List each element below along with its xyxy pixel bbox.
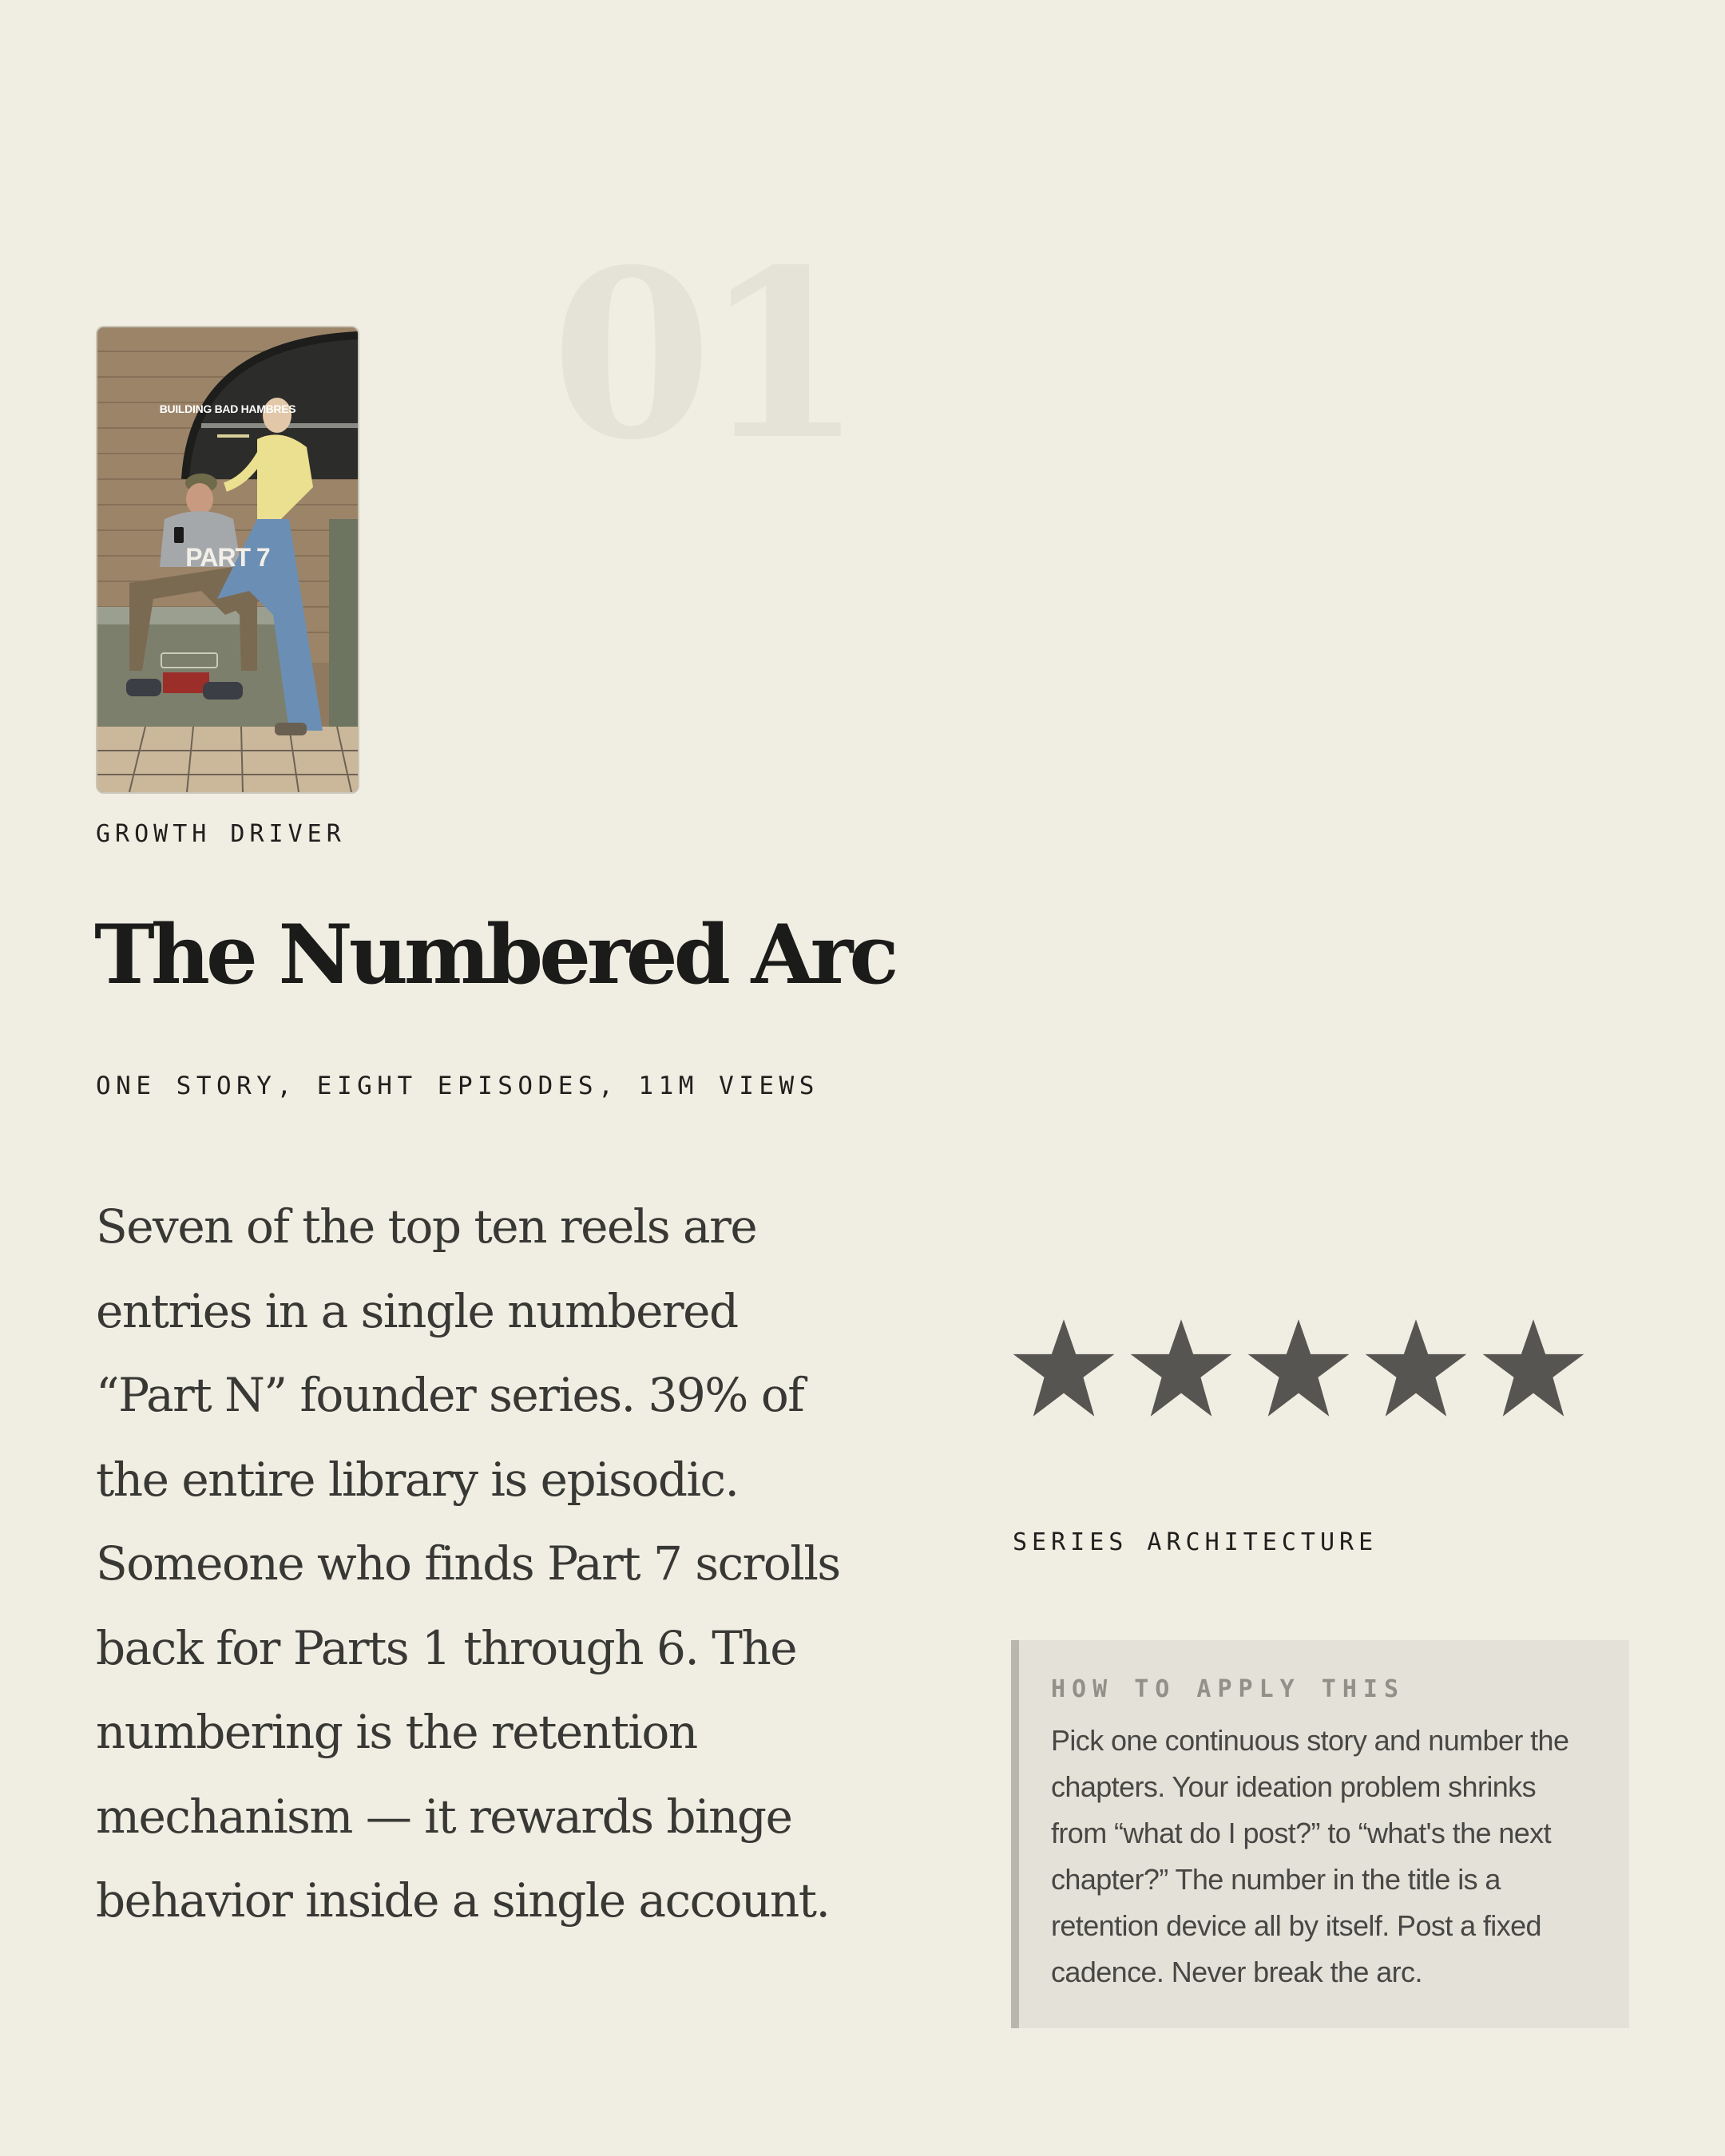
- star-icon: [1128, 1319, 1234, 1417]
- reel-overlay-title: BUILDING BAD HAMBRES: [159, 402, 296, 415]
- subtitle: ONE STORY, EIGHT EPISODES, 11M VIEWS: [96, 1072, 819, 1100]
- reel-overlay-part: PART 7: [185, 543, 270, 572]
- page-title: The Numbered Arc: [94, 907, 895, 1003]
- star-icon: [1011, 1319, 1116, 1417]
- how-to-apply-callout: [1011, 1640, 1629, 2028]
- star-icon: [1363, 1319, 1469, 1417]
- star-icon: [1246, 1319, 1351, 1417]
- star-icon: [1481, 1319, 1586, 1417]
- eyebrow-label: GROWTH DRIVER: [96, 820, 346, 848]
- rating-stars: [1011, 1319, 1586, 1417]
- rating-label: SERIES ARCHITECTURE: [1013, 1528, 1378, 1556]
- reel-thumbnail[interactable]: [96, 326, 359, 794]
- callout-body: Pick one continuous story and number the chapters. Your ideation problem shrinks from “what do I post?” to “what's the next chapter?” The number in the title is a retention device all by itself. Post a fixed cadence. Never break the arc.: [1051, 1724, 1569, 1988]
- section-number: 01: [551, 220, 855, 491]
- callout-heading: HOW TO APPLY THIS: [1051, 1675, 1406, 1703]
- body-paragraph: Seven of the top ten reels are entries in a single numbered “Part N” founder series. 39% of the entire library is episodic. Someone who finds Part 7 scrolls back for Parts 1 through 6. The numbering is the retention mechanism — it rewards binge behavior inside a single account.: [96, 1199, 840, 1928]
